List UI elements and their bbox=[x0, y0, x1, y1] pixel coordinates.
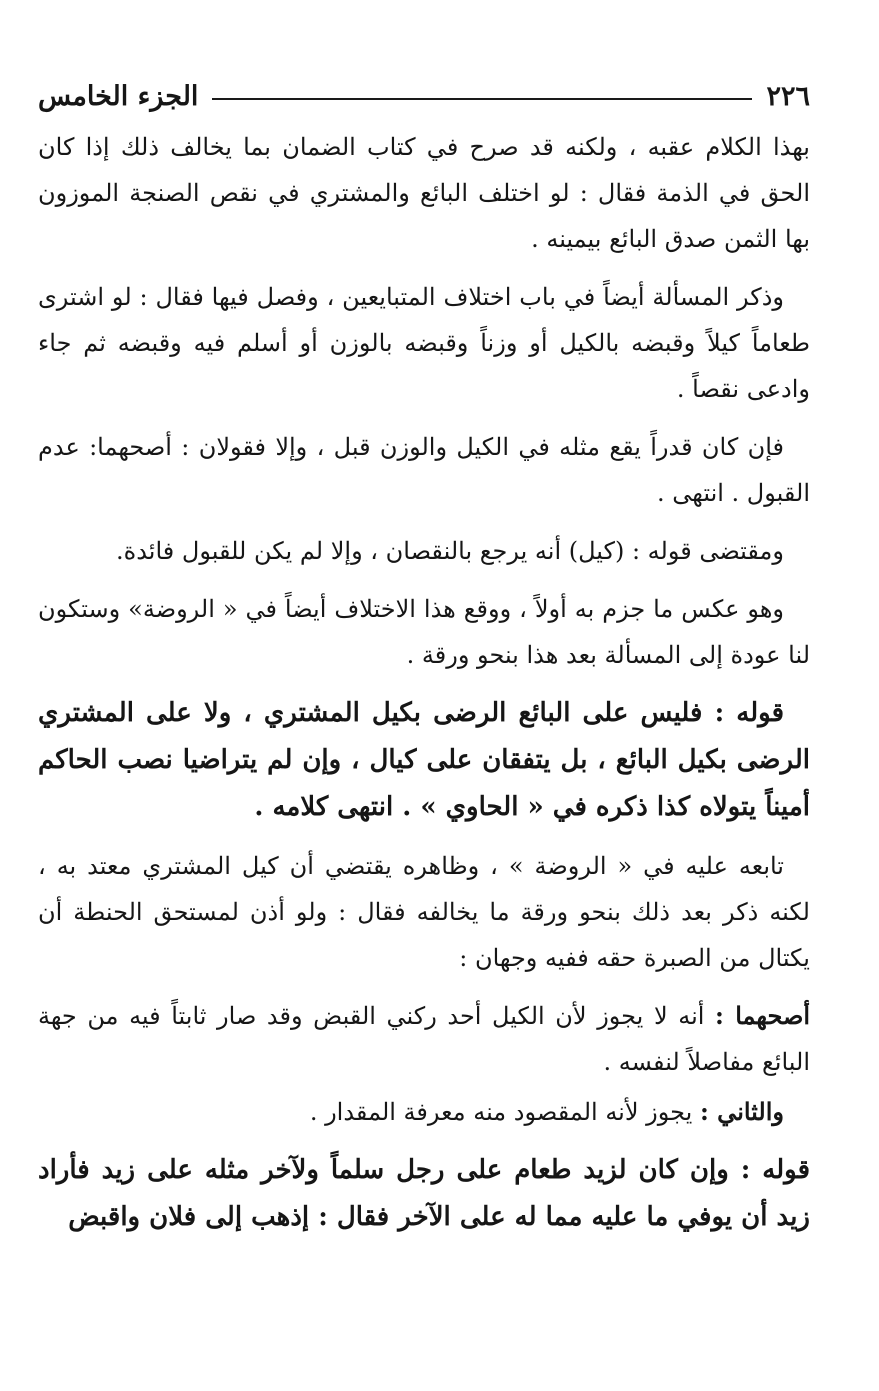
paragraph-text: ومقتضى قوله : (كيل) أنه يرجع بالنقصان ، وإلا لم يكن للقبول فائدة. bbox=[115, 537, 784, 565]
lead-term: والثاني : bbox=[699, 1097, 784, 1126]
paragraph-7 bbox=[38, 993, 810, 1085]
paragraph-6 bbox=[38, 843, 810, 981]
paragraph-1 bbox=[38, 124, 810, 262]
quoted-paragraph-1 bbox=[38, 690, 810, 831]
lead-term: أصحهما : bbox=[715, 1001, 810, 1030]
paragraph-2 bbox=[38, 274, 810, 412]
page-header bbox=[38, 72, 810, 120]
paragraph-text: وذكر المسألة أيضاً في باب اختلاف المتبايعين ، وفصل فيها فقال : لو اشترى طعاماً كيلاً وقبضه بالكيل أو وزناً وقبضه بالوزن أو أسلم فيه وقبضه ثم جاء وادعى نقصاً . bbox=[38, 283, 810, 403]
paragraph-text: فإن كان قدراً يقع مثله في الكيل والوزن قبل ، وإلا فقولان : أصحهما: عدم القبول . انتهى . bbox=[38, 433, 810, 507]
paragraph-4 bbox=[38, 528, 810, 574]
header-rule bbox=[212, 98, 752, 100]
running-title: الجزء الخامس bbox=[38, 80, 199, 112]
paragraph-text: قوله : فليس على البائع الرضى بكيل المشتري ، ولا على المشتري الرضى بكيل البائع ، بل يتفقان على كيال ، وإن لم يتراضيا نصب الحاكم أميناً يتولاه كذا ذكره في « الحاوي » . انتهى كلامه . bbox=[38, 698, 810, 822]
book-page bbox=[38, 72, 810, 1253]
page-body bbox=[38, 124, 810, 1241]
quoted-paragraph-2 bbox=[38, 1147, 810, 1241]
paragraph-text: قوله : وإن كان لزيد طعام على رجل سلماً ولآخر مثله على زيد فأراد زيد أن يوفي ما عليه مما له على الآخر فقال : إذهب إلى فلان واقبض bbox=[38, 1155, 810, 1232]
paragraph-8 bbox=[38, 1089, 810, 1135]
paragraph-text: يجوز لأنه المقصود منه معرفة المقدار . bbox=[309, 1098, 700, 1126]
page-number: ٢٢٦ bbox=[766, 80, 810, 112]
paragraph-text: تابعه عليه في « الروضة » ، وظاهره يقتضي أن كيل المشتري معتد به ، لكنه ذكر بعد ذلك بنحو ورقة ما يخالفه فقال : ولو أذن لمستحق الحنطة أن يكتال من الصبرة حقه ففيه وجهان : bbox=[38, 852, 810, 972]
paragraph-text: بهذا الكلام عقبه ، ولكنه قد صرح في كتاب الضمان بما يخالف ذلك إذا كان الحق في الذمة فقال : لو اختلف البائع والمشتري في نقص الصنجة الموزون بها الثمن صدق البائع بيمينه . bbox=[38, 133, 810, 253]
paragraph-3 bbox=[38, 424, 810, 516]
paragraph-text: وهو عكس ما جزم به أولاً ، ووقع هذا الاختلاف أيضاً في « الروضة» وستكون لنا عودة إلى المسألة بعد هذا بنحو ورقة . bbox=[38, 595, 810, 669]
paragraph-text: أنه لا يجوز لأن الكيل أحد ركني القبض وقد صار ثابتاً فيه من جهة البائع مفاصلاً لنفسه . bbox=[38, 1002, 810, 1076]
paragraph-5 bbox=[38, 586, 810, 678]
